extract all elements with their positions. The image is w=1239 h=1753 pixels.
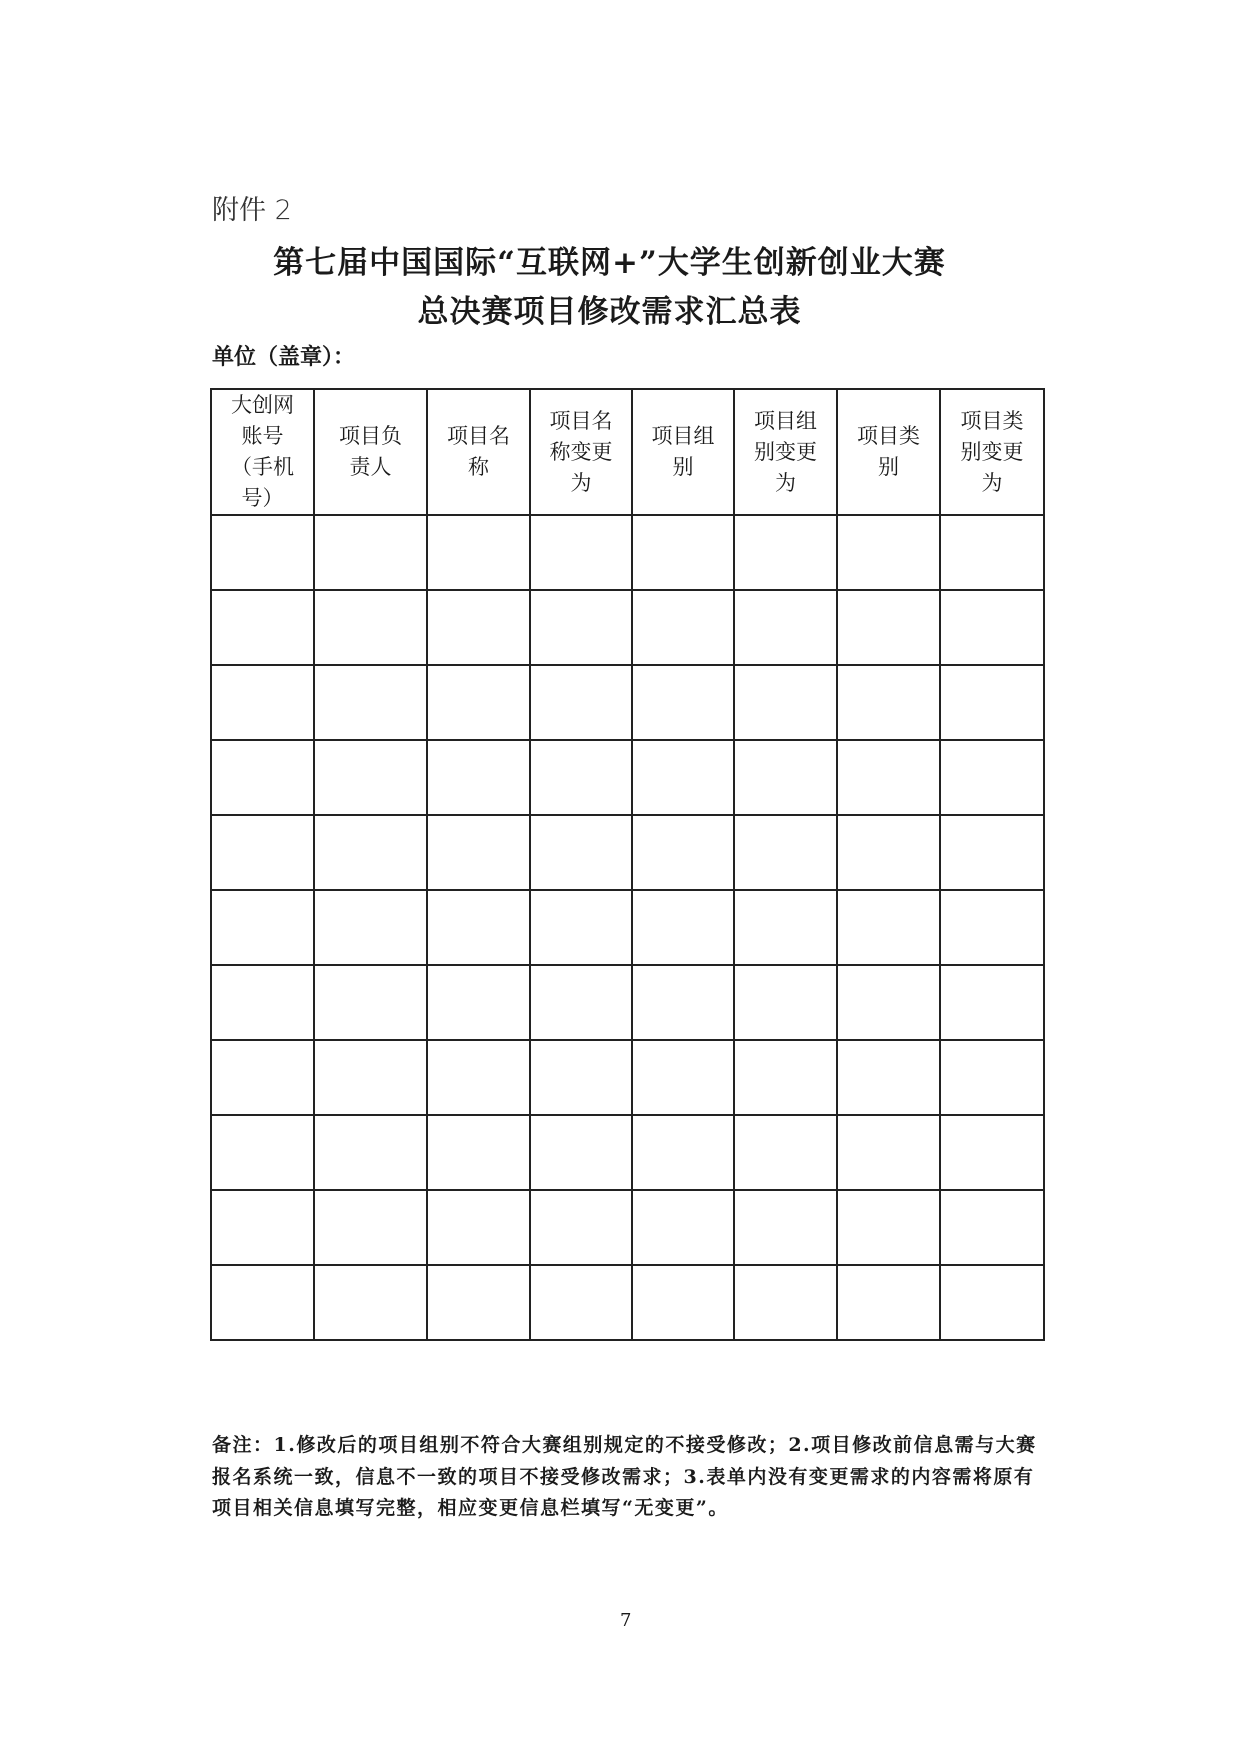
unit-stamp-label: 单位（盖章）：: [212, 345, 356, 370]
table-row: [211, 1115, 1044, 1190]
table-cell[interactable]: [530, 1190, 632, 1265]
table-row: [211, 515, 1044, 590]
table-cell[interactable]: [530, 1040, 632, 1115]
table-cell[interactable]: [530, 1115, 632, 1190]
table-cell[interactable]: [211, 890, 314, 965]
table-cell[interactable]: [837, 740, 940, 815]
header-text: 项目组别: [651, 424, 715, 479]
header-text: 项目名称变更为: [549, 408, 613, 495]
table-cell[interactable]: [427, 965, 530, 1040]
table-cell[interactable]: [940, 1040, 1044, 1115]
table-cell[interactable]: [734, 1190, 837, 1265]
header-project-category: [837, 389, 940, 515]
table-cell[interactable]: [427, 590, 530, 665]
table-cell[interactable]: [734, 590, 837, 665]
table-cell[interactable]: [314, 515, 427, 590]
header-project-category-change: [940, 389, 1044, 515]
page-number: 7: [620, 1610, 632, 1631]
table-cell[interactable]: [530, 1265, 632, 1340]
table-cell[interactable]: [211, 665, 314, 740]
table-row: [211, 890, 1044, 965]
table-cell[interactable]: [632, 515, 734, 590]
table-row: [211, 1040, 1044, 1115]
table-row: [211, 1265, 1044, 1340]
table-header-row: [211, 389, 1044, 515]
table-row: [211, 665, 1044, 740]
table-cell[interactable]: [940, 1115, 1044, 1190]
table-cell[interactable]: [314, 1190, 427, 1265]
table-cell[interactable]: [427, 740, 530, 815]
table-cell[interactable]: [734, 1115, 837, 1190]
header-text: 项目类别: [857, 424, 920, 479]
header-text: 项目组别变更为: [754, 408, 817, 495]
table-cell[interactable]: [211, 1265, 314, 1340]
table-cell[interactable]: [427, 665, 530, 740]
table-cell[interactable]: [734, 965, 837, 1040]
table-cell[interactable]: [837, 815, 940, 890]
table-cell[interactable]: [632, 590, 734, 665]
table-cell[interactable]: [427, 1265, 530, 1340]
table-cell[interactable]: [530, 815, 632, 890]
table-cell[interactable]: [837, 1040, 940, 1115]
table-cell[interactable]: [632, 1115, 734, 1190]
table-cell[interactable]: [734, 740, 837, 815]
table-cell[interactable]: [314, 665, 427, 740]
header-account: [211, 389, 314, 515]
table-cell[interactable]: [940, 1190, 1044, 1265]
table-cell[interactable]: [427, 1040, 530, 1115]
table-cell[interactable]: [940, 665, 1044, 740]
table-cell[interactable]: [940, 740, 1044, 815]
table-cell[interactable]: [530, 890, 632, 965]
table-cell[interactable]: [940, 590, 1044, 665]
table-cell[interactable]: [530, 590, 632, 665]
table-cell[interactable]: [632, 890, 734, 965]
table-cell[interactable]: [632, 965, 734, 1040]
table-cell[interactable]: [530, 965, 632, 1040]
header-leader: [314, 389, 427, 515]
table-cell[interactable]: [837, 1115, 940, 1190]
table-row: [211, 590, 1044, 665]
header-project-name: [427, 389, 530, 515]
header-project-group-change: [734, 389, 837, 515]
table-cell[interactable]: [530, 740, 632, 815]
table-cell[interactable]: [314, 1040, 427, 1115]
header-text: 项目类别变更为: [960, 408, 1024, 495]
table-cell[interactable]: [530, 665, 632, 740]
table-cell[interactable]: [427, 890, 530, 965]
header-text: 项目负责人: [339, 424, 402, 479]
table-cell[interactable]: [314, 1265, 427, 1340]
table-cell[interactable]: [940, 890, 1044, 965]
table-cell[interactable]: [211, 1040, 314, 1115]
table-cell[interactable]: [734, 1040, 837, 1115]
table-cell[interactable]: [632, 740, 734, 815]
table-cell[interactable]: [940, 815, 1044, 890]
table-cell[interactable]: [632, 1040, 734, 1115]
table-row: [211, 965, 1044, 1040]
attachment-label: 附件 2: [212, 195, 292, 226]
table-cell[interactable]: [427, 515, 530, 590]
table-row: [211, 815, 1044, 890]
table-cell[interactable]: [211, 1190, 314, 1265]
table-cell[interactable]: [632, 665, 734, 740]
table-cell[interactable]: [837, 665, 940, 740]
table-cell[interactable]: [530, 515, 632, 590]
table-cell[interactable]: [734, 665, 837, 740]
table-row: [211, 1190, 1044, 1265]
table-cell[interactable]: [940, 965, 1044, 1040]
table-cell[interactable]: [632, 1265, 734, 1340]
table-cell[interactable]: [734, 515, 837, 590]
table-cell[interactable]: [837, 965, 940, 1040]
table-cell[interactable]: [211, 740, 314, 815]
header-text: 大创网账号（手机号）: [231, 393, 294, 510]
table-cell[interactable]: [211, 515, 314, 590]
modification-request-table: [210, 388, 1045, 1341]
header-project-group: [632, 389, 734, 515]
table-cell[interactable]: [427, 815, 530, 890]
table-cell[interactable]: [314, 965, 427, 1040]
header-text: 项目名称: [447, 424, 510, 479]
table-cell[interactable]: [632, 1190, 734, 1265]
table-cell[interactable]: [211, 815, 314, 890]
document-title-line1: 第七届中国国际“互联网+”大学生创新创业大赛: [273, 245, 946, 281]
table-row: [211, 740, 1044, 815]
table-cell[interactable]: [837, 590, 940, 665]
table-cell[interactable]: [314, 590, 427, 665]
table-cell[interactable]: [427, 1190, 530, 1265]
table-cell[interactable]: [734, 1265, 837, 1340]
table-cell[interactable]: [314, 890, 427, 965]
table-cell[interactable]: [632, 815, 734, 890]
table-cell[interactable]: [734, 815, 837, 890]
table-cell[interactable]: [314, 815, 427, 890]
table-cell[interactable]: [211, 965, 314, 1040]
table-cell[interactable]: [940, 515, 1044, 590]
notes: 备注：1.修改后的项目组别不符合大赛组别规定的不接受修改；2.项目修改前信息需与大赛报名系统一致，信息不一致的项目不接受修改需求；3.表单内没有变更需求的内容需将原有项目相关信息填写完整，相应变更信息栏填写“无变更”。: [212, 1434, 1037, 1519]
table-cell[interactable]: [211, 590, 314, 665]
table-cell[interactable]: [211, 1115, 314, 1190]
table-cell[interactable]: [314, 1115, 427, 1190]
table-cell[interactable]: [837, 1265, 940, 1340]
table-cell[interactable]: [734, 890, 837, 965]
table-cell[interactable]: [940, 1265, 1044, 1340]
document-title-line2: 总决赛项目修改需求汇总表: [417, 294, 802, 330]
table-cell[interactable]: [837, 1190, 940, 1265]
header-project-name-change: [530, 389, 632, 515]
table-cell[interactable]: [837, 890, 940, 965]
table-cell[interactable]: [427, 1115, 530, 1190]
table-cell[interactable]: [837, 515, 940, 590]
table-cell[interactable]: [314, 740, 427, 815]
